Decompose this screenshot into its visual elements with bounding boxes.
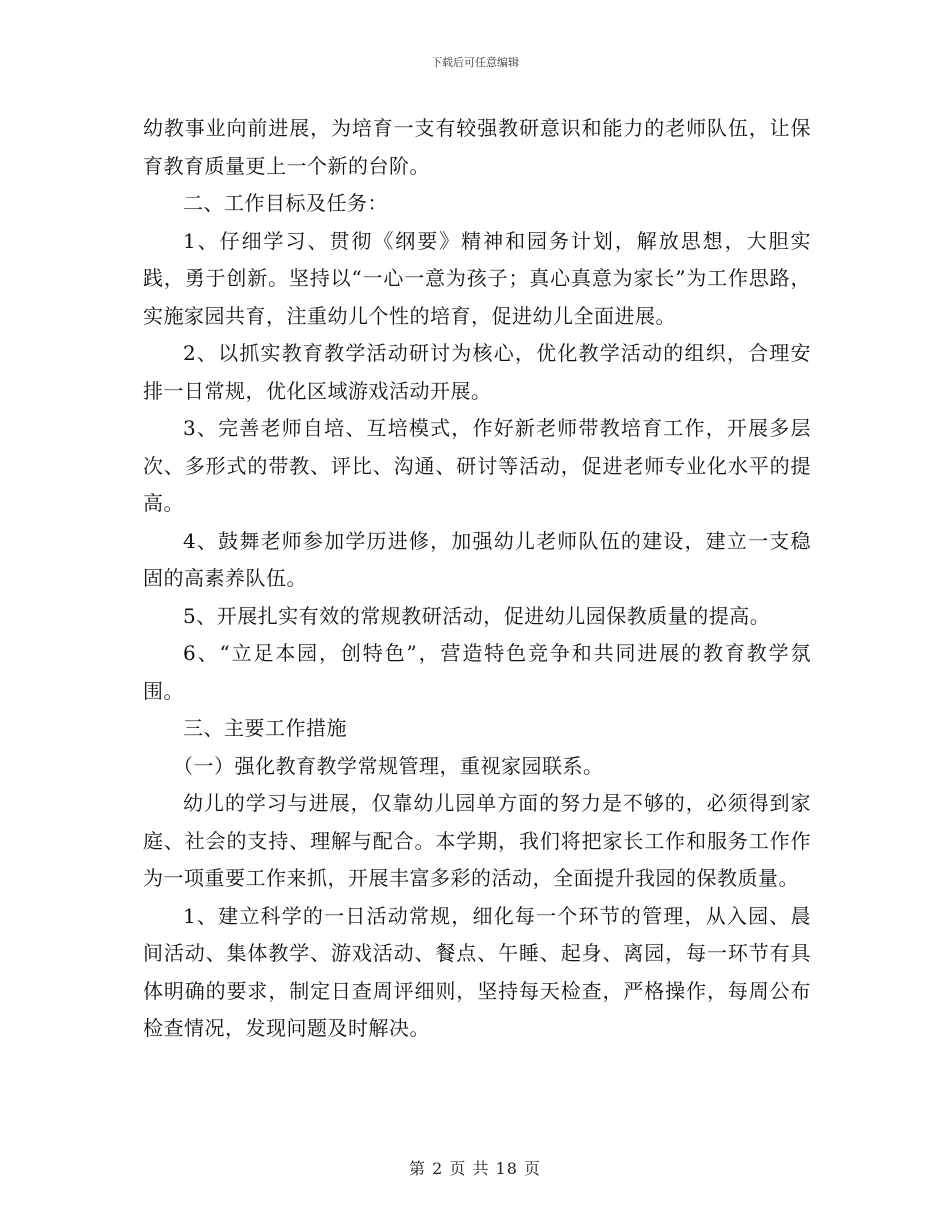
section-heading-measures: 三、主要工作措施 bbox=[183, 716, 347, 740]
subsection-heading-1: （一）强化教育教学常规管理，重视家园联系。 bbox=[173, 753, 604, 778]
goal-item-5: 5、开展扎实有效的常规教研活动，促进幼儿园保教质量的提高。 bbox=[183, 603, 771, 628]
measure-item-1: 1、建立科学的一日活动常规，细化每一个环节的管理，从入园、晨间活动、集体教学、游戏活动、餐点、午睡、起身、离园，每一环节有具体明确的要求，制定日查周评细则，坚持每天检查，严格操作，每周公布检查情况，发现问题及时解决。 bbox=[143, 903, 811, 1040]
section-heading-goals: 二、工作目标及任务： bbox=[183, 191, 388, 215]
goal-item-3: 3、完善老师自培、互培模式，作好新老师带教培育工作，开展多层次、多形式的带教、评比、沟通、研讨等活动，促进老师专业化水平的提高。 bbox=[143, 416, 811, 515]
goal-item-1: 1、仔细学习、贯彻《纲要》精神和园务计划，解放思想，大胆实践，勇于创新。坚持以“一心一意为孩子；真心真意为家长”为工作思路，实施家园共育，注重幼儿个性的培育，促进幼儿全面进展。 bbox=[143, 228, 811, 328]
goal-item-6: 6、“立足本园，创特色”，营造特色竞争和共同进展的教育教学氛围。 bbox=[143, 641, 811, 703]
goal-item-2: 2、以抓实教育教学活动研讨为核心，优化教学活动的组织，合理安排一日常规，优化区域游戏活动开展。 bbox=[143, 341, 811, 403]
document-body bbox=[143, 110, 811, 1048]
goal-item-4: 4、鼓舞老师参加学历进修，加强幼儿老师队伍的建设，建立一支稳固的高素养队伍。 bbox=[143, 528, 811, 590]
paragraph-family-cooperation: 幼儿的学习与进展，仅靠幼儿园单方面的努力是不够的，必须得到家庭、社会的支持、理解与配合。本学期，我们将把家长工作和服务工作作为一项重要工作来抓，开展丰富多彩的活动，全面提升我园的保教质量。 bbox=[143, 791, 811, 890]
page-header-note: 下载后可任意编辑 bbox=[431, 56, 519, 69]
page-number-footer: 第 2 页 共 18 页 bbox=[409, 1159, 541, 1178]
paragraph-continuation: 幼教事业向前进展，为培育一支有较强教研意识和能力的老师队伍，让保育教育质量更上一个新的台阶。 bbox=[143, 116, 811, 178]
